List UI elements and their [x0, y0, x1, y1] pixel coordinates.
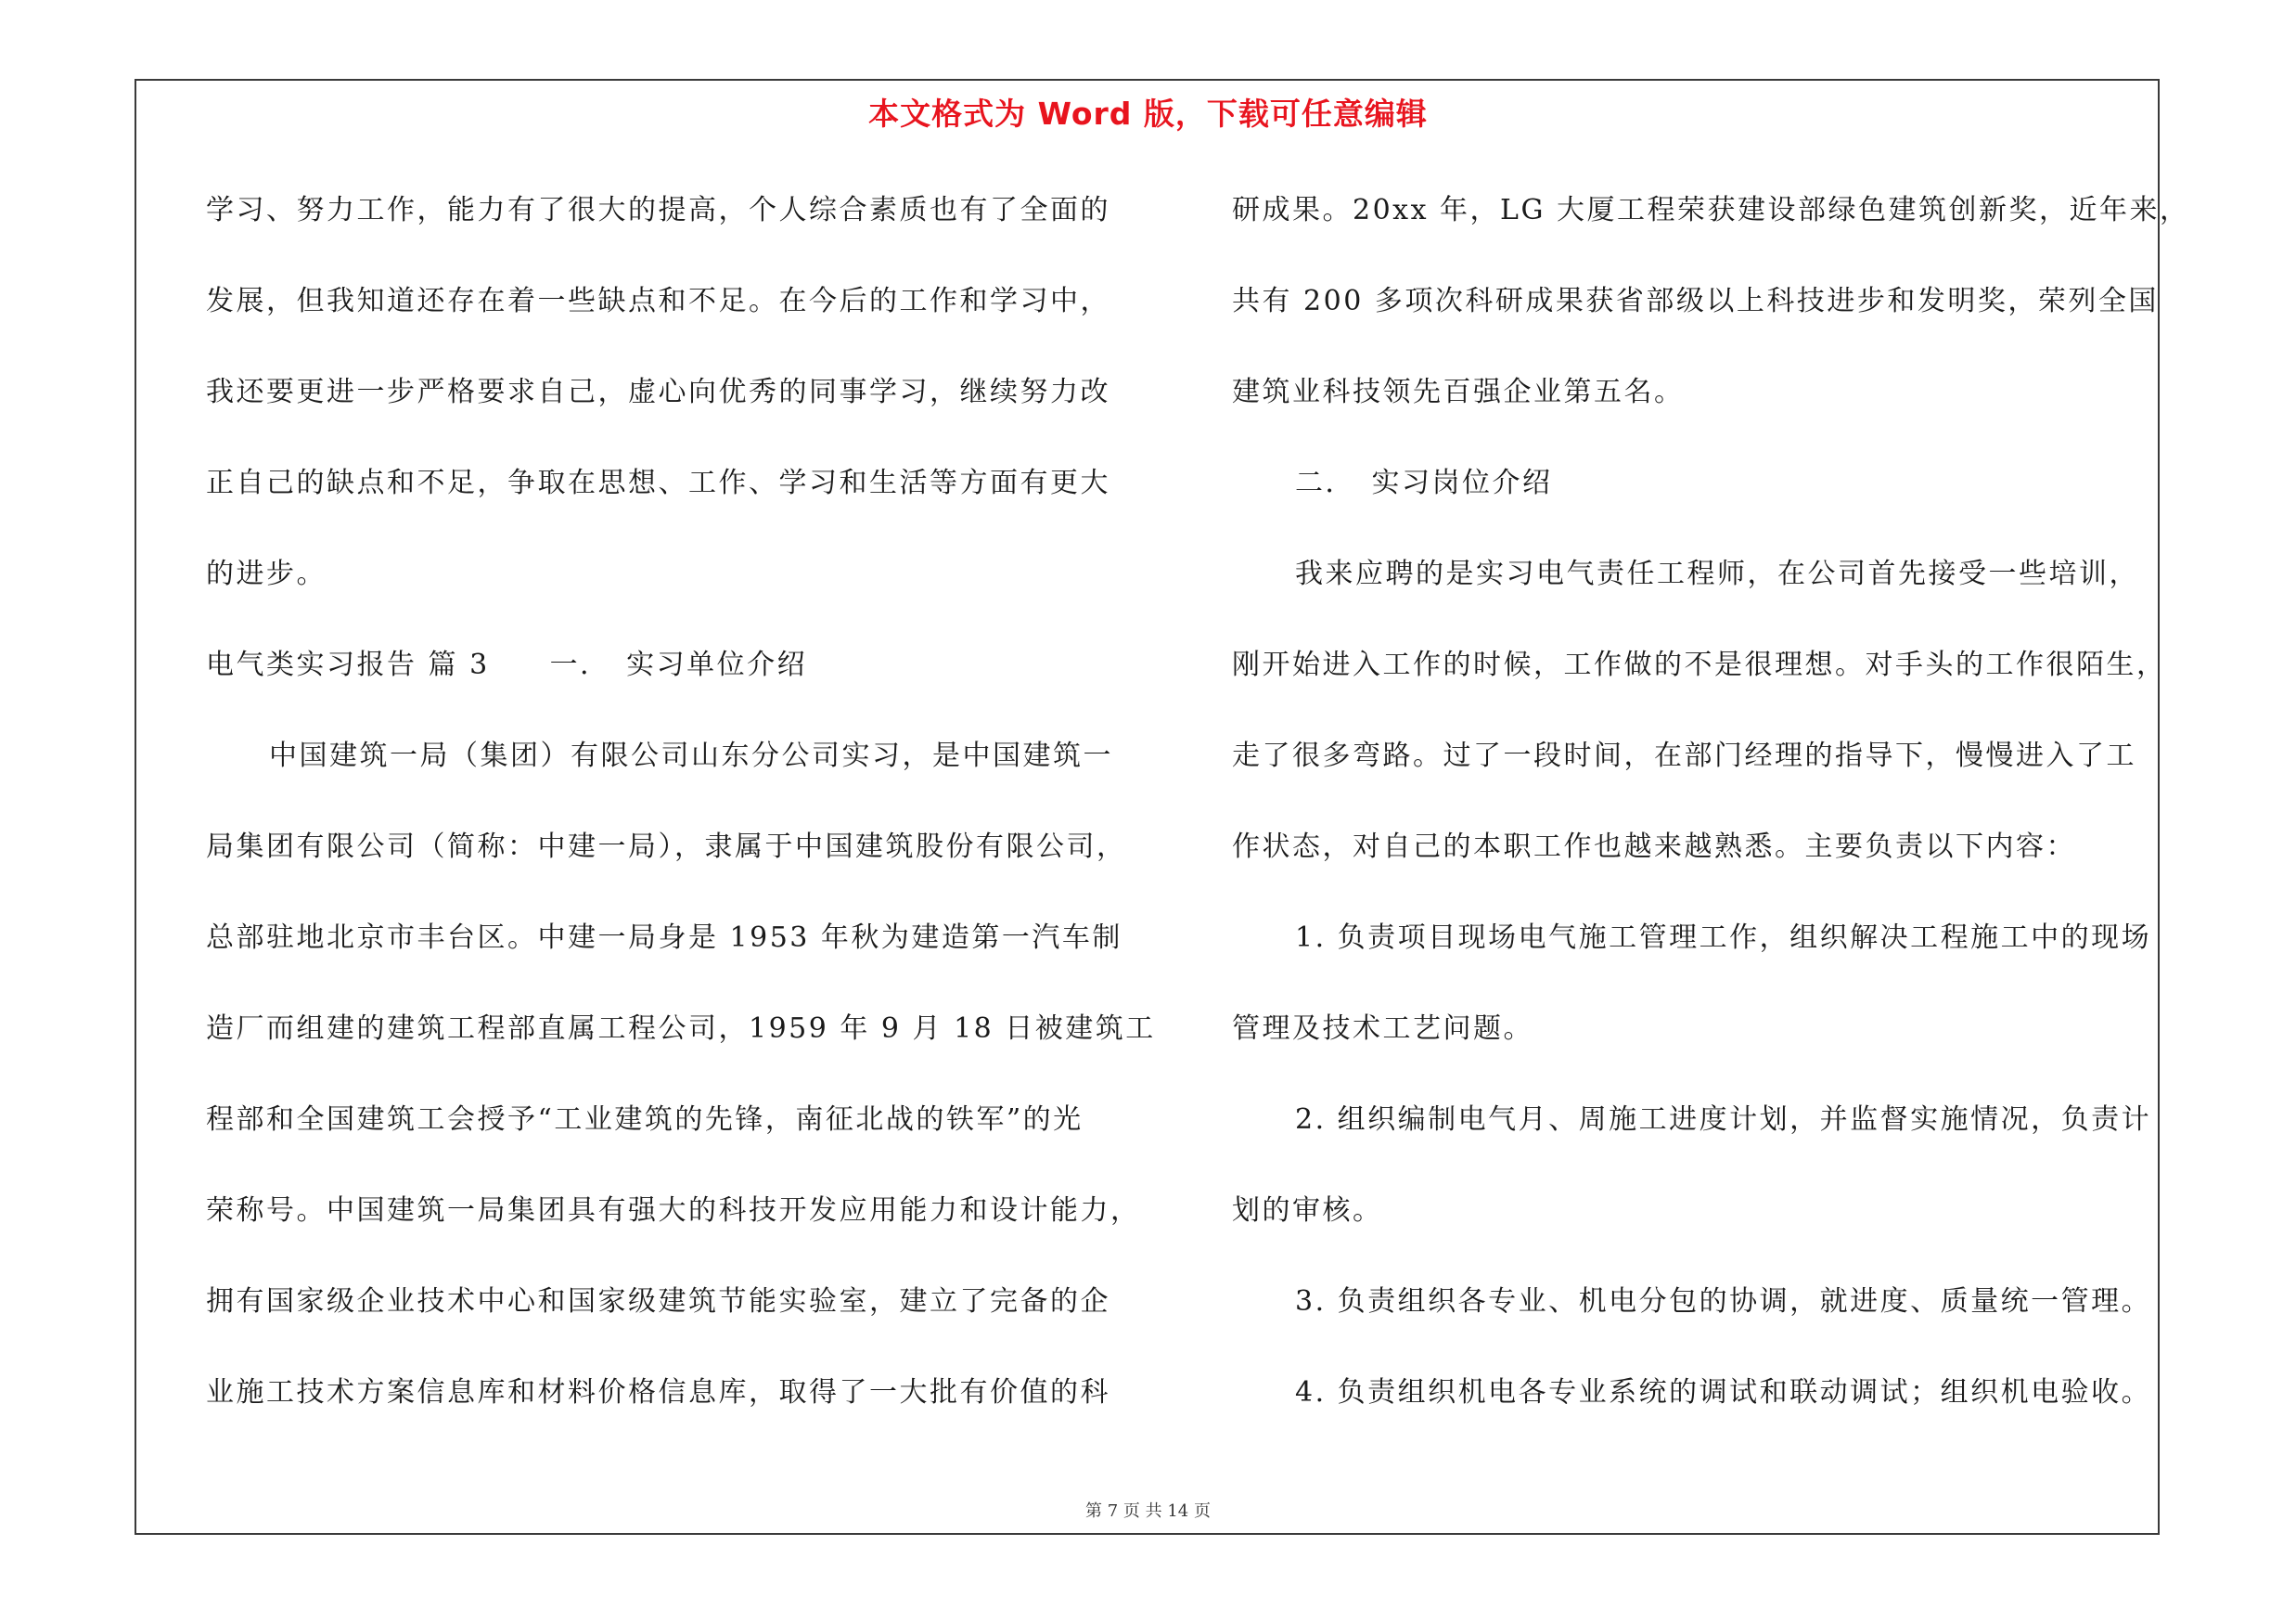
text-line: 划的审核。	[1232, 1194, 1383, 1227]
section-heading: 电气类实习报告 篇 3 一． 实习单位介绍	[206, 649, 808, 681]
text-line: 管理及技术工艺问题。	[1232, 1012, 1533, 1045]
text-line: 研成果。20xx 年，LG 大厦工程荣获建设部绿色建筑创新奖，近年来，	[1232, 194, 2190, 226]
text-line: 学习、努力工作，能力有了很大的提高，个人综合素质也有了全面的	[206, 194, 1110, 226]
text-line: 我还要更进一步严格要求自己，虚心向优秀的同事学习，继续努力改	[206, 376, 1110, 408]
text-line: 的进步。	[206, 558, 327, 590]
text-line: 中国建筑一局（集团）有限公司山东分公司实习，是中国建筑一	[269, 740, 1113, 772]
text-line: 建筑业科技领先百强企业第五名。	[1232, 376, 1685, 408]
text-line: 作状态，对自己的本职工作也越来越熟悉。主要负责以下内容：	[1232, 831, 2076, 863]
text-line: 发展，但我知道还存在着一些缺点和不足。在今后的工作和学习中，	[206, 285, 1110, 317]
text-line: 共有 200 多项次科研成果获省部级以上科技进步和发明奖，荣列全国	[1232, 285, 2159, 317]
text-line: 荣称号。中国建筑一局集团具有强大的科技开发应用能力和设计能力，	[206, 1194, 1141, 1227]
text-line: 正自己的缺点和不足，争取在思想、工作、学习和生活等方面有更大	[206, 467, 1110, 499]
text-line: 总部驻地北京市丰台区。中建一局身是 1953 年秋为建造第一汽车制	[206, 921, 1122, 954]
list-item: 2. 组织编制电气月、周施工进度计划，并监督实施情况，负责计	[1295, 1103, 2152, 1136]
text-line: 业施工技术方案信息库和材料价格信息库，取得了一大批有价值的科	[206, 1376, 1110, 1409]
section-heading: 二． 实习岗位介绍	[1295, 467, 1553, 499]
text-line: 局集团有限公司（简称：中建一局），隶属于中国建筑股份有限公司，	[206, 831, 1127, 863]
text-line: 走了很多弯路。过了一段时间，在部门经理的指导下，慢慢进入了工	[1232, 740, 2136, 772]
text-line: 刚开始进入工作的时候，工作做的不是很理想。对手头的工作很陌生，	[1232, 649, 2167, 681]
text-line: 造厂而组建的建筑工程部直属工程公司，1959 年 9 月 18 日被建筑工	[206, 1012, 1156, 1045]
list-item: 1. 负责项目现场电气施工管理工作，组织解决工程施工中的现场	[1295, 921, 2152, 954]
text-line: 程部和全国建筑工会授予“工业建筑的先锋，南征北战的铁军”的光	[206, 1103, 1084, 1136]
list-item: 4. 负责组织机电各专业系统的调试和联动调试；组织机电验收。	[1295, 1376, 2152, 1409]
text-line: 拥有国家级企业技术中心和国家级建筑节能实验室，建立了完备的企	[206, 1285, 1110, 1318]
list-item: 3. 负责组织各专业、机电分包的协调，就进度、质量统一管理。	[1295, 1285, 2152, 1318]
page-number-footer: 第 7 页 共 14 页	[1085, 1501, 1211, 1521]
header-banner: 本文格式为 Word 版，下载可任意编辑	[868, 96, 1428, 132]
text-line: 我来应聘的是实习电气责任工程师，在公司首先接受一些培训，	[1295, 558, 2139, 590]
